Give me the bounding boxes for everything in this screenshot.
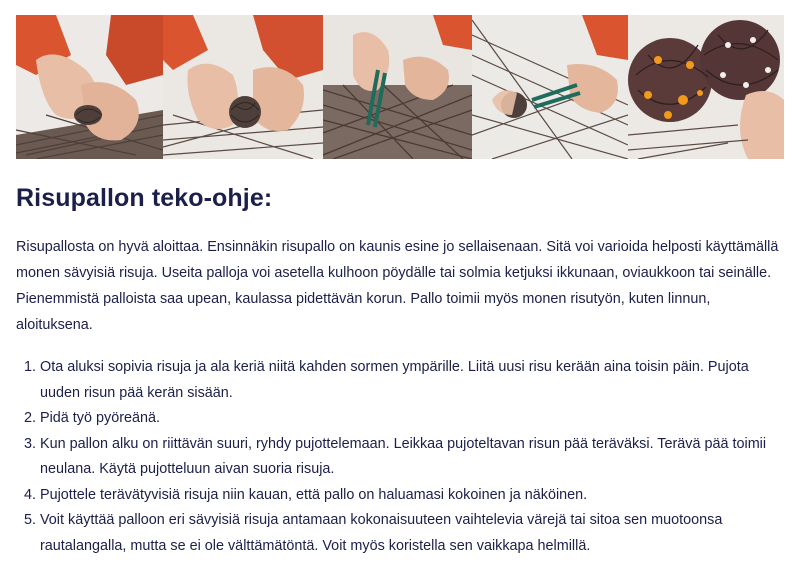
step-number: 3. — [24, 435, 37, 452]
page-title: Risupallon teko-ohje: — [16, 184, 273, 212]
step-text: Kun pallon alku on riittävän suuri, ryhdy pujottelemaan. Leikkaa pujoteltavan risun pää teräväksi. Terävä pää toimii neulana. Käytä pujotteluun aivan suoria risuja. — [40, 435, 767, 477]
photo-weaving — [472, 15, 628, 159]
step-text: Pujottele terävätyvisiä risuja niin kauan, että pallo on haluamasi kokoinen ja näköinen. — [40, 486, 588, 503]
step-text: Pidä työ pyöreänä. — [40, 410, 161, 426]
step-number: 4. — [24, 486, 37, 503]
photo-finished-balls — [628, 15, 784, 159]
step-text: Ota aluksi sopivia risuja ja ala keriä niitä kahden sormen ympärille. Liitä uusi risu kerään aina toisin päin. Pujota uuden risun pää kerän sisään. — [40, 359, 749, 401]
step-number: 2. — [24, 410, 37, 426]
list-item — [16, 355, 786, 406]
instruction-steps — [16, 355, 786, 559]
list-item — [16, 432, 786, 483]
step-number: 5. — [24, 512, 37, 528]
list-item — [16, 508, 786, 559]
photo-cutting — [323, 15, 472, 159]
intro-paragraph: Risupallosta on hyvä aloittaa. Ensinnäkin risupallo on kaunis esine jo sellaisenaan. Sitä voi varioida helposti käyttämällä monen sävyisiä risuja. Useita palloja voi asetella kulhoon pöydälle tai solmia ketjuksi ikkunaan, oviaukkoon tai seinälle. Pienemmistä palloista saa upean, kaulassa pidettävän korun. Pallo toimii myös monen risutyön, kuten linnun, aloituksena. — [16, 239, 779, 333]
step-number: 1. — [24, 359, 37, 375]
list-item — [16, 483, 786, 509]
photo-winding — [163, 15, 323, 159]
list-item — [16, 406, 786, 432]
photo-starting-ball — [16, 15, 163, 159]
step-text: Voit käyttää palloon eri sävyisiä risuja antamaan kokonaisuuteen vaihtelevia värejä tai sitoa sen muotoonsa rautalangalla, mutta se ei ole välttämätöntä. Voit myös koristella sen vaikkapa helmillä. — [40, 512, 723, 554]
photo-strip — [16, 15, 784, 159]
